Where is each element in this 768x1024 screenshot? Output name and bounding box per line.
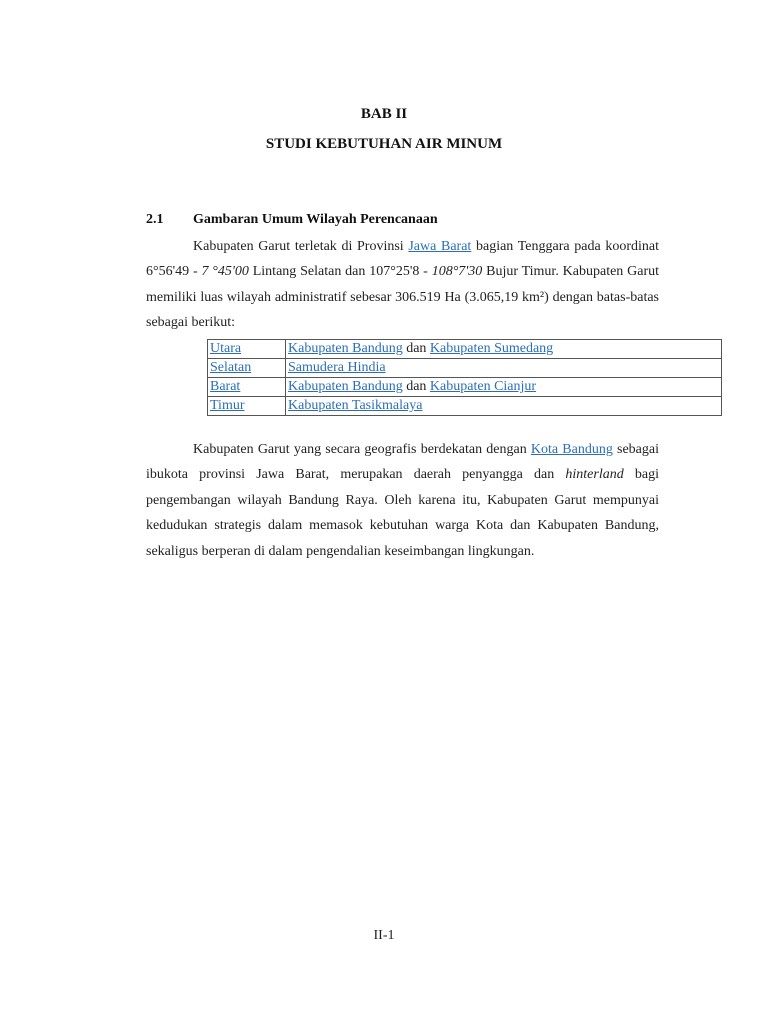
paragraph-location <box>146 234 659 336</box>
link-samudera-hindia[interactable]: Samudera Hindia <box>288 360 386 375</box>
chapter-label: BAB II <box>360 106 408 122</box>
border-place-cell <box>286 397 722 416</box>
table-row <box>208 378 722 397</box>
paragraph-text: bagian Tenggara pada koordinat 6°56'49 - <box>146 239 659 280</box>
page-number: II-1 <box>373 928 395 943</box>
link-selatan[interactable]: Selatan <box>210 360 252 375</box>
paragraph-text: Lintang Selatan dan 107°25'8 - <box>248 264 432 280</box>
paragraph-text: bagi pengembangan wilayah Bandung Raya. Oleh karena itu, Kabupaten Garut mempunyai kedudukan strategis dalam memasok kebutuhan warga Kota dan Kabupaten Bandung, sekaligus berperan di dalam pengendalian keseimbangan lingkungan. <box>146 467 659 559</box>
italic-term-hinterland: hinterland <box>565 467 624 483</box>
connector-text: dan <box>402 379 430 394</box>
chapter-title: STUDI KEBUTUHAN AIR MINUM <box>265 136 503 152</box>
section-heading <box>146 212 438 228</box>
link-kabupaten-sumedang[interactable]: Kabupaten Sumedang <box>429 341 554 356</box>
border-place-cell <box>286 378 722 397</box>
link-utara[interactable]: Utara <box>210 341 242 356</box>
link-kabupaten-tasikmalaya[interactable]: Kabupaten Tasikmalaya <box>288 398 423 413</box>
connector-text: dan <box>402 341 430 356</box>
border-place-cell <box>286 340 722 359</box>
table-row <box>208 397 722 416</box>
table-row <box>208 359 722 378</box>
border-place-cell <box>286 359 722 378</box>
paragraph-geography <box>146 437 659 564</box>
border-direction-cell <box>208 378 286 397</box>
border-direction-cell <box>208 340 286 359</box>
border-direction-cell <box>208 397 286 416</box>
link-kabupaten-cianjur[interactable]: Kabupaten Cianjur <box>429 379 537 394</box>
link-kabupaten-bandung[interactable]: Kabupaten Bandung <box>288 379 403 394</box>
coordinate-lat-end: 7 °45'00 <box>201 264 249 280</box>
link-barat[interactable]: Barat <box>210 379 241 394</box>
border-direction-cell <box>208 359 286 378</box>
table-row <box>208 340 722 359</box>
paragraph-text: sebagai ibukota provinsi Jawa Barat, merupakan daerah penyangga dan <box>146 442 660 483</box>
link-timur[interactable]: Timur <box>210 398 245 413</box>
link-kabupaten-bandung[interactable]: Kabupaten Bandung <box>288 341 403 356</box>
link-kota-bandung[interactable]: Kota Bandung <box>530 442 613 457</box>
section-title: Gambaran Umum Wilayah Perencanaan <box>193 212 438 227</box>
borders-table <box>207 339 722 416</box>
section-number: 2.1 <box>146 212 164 227</box>
link-jawa-barat[interactable]: Jawa Barat <box>408 239 472 254</box>
paragraph-text: Bujur Timur. Kabupaten Garut memiliki luas wilayah administratif sebesar 306.519 Ha (3.065,19 km²) dengan batas-batas sebagai berikut: <box>146 264 660 331</box>
paragraph-text: Kabupaten Garut yang secara geografis berdekatan dengan <box>193 442 531 457</box>
coordinate-lon-end: 108°7'30 <box>431 264 483 280</box>
paragraph-text: Kabupaten Garut terletak di Provinsi <box>193 239 409 254</box>
